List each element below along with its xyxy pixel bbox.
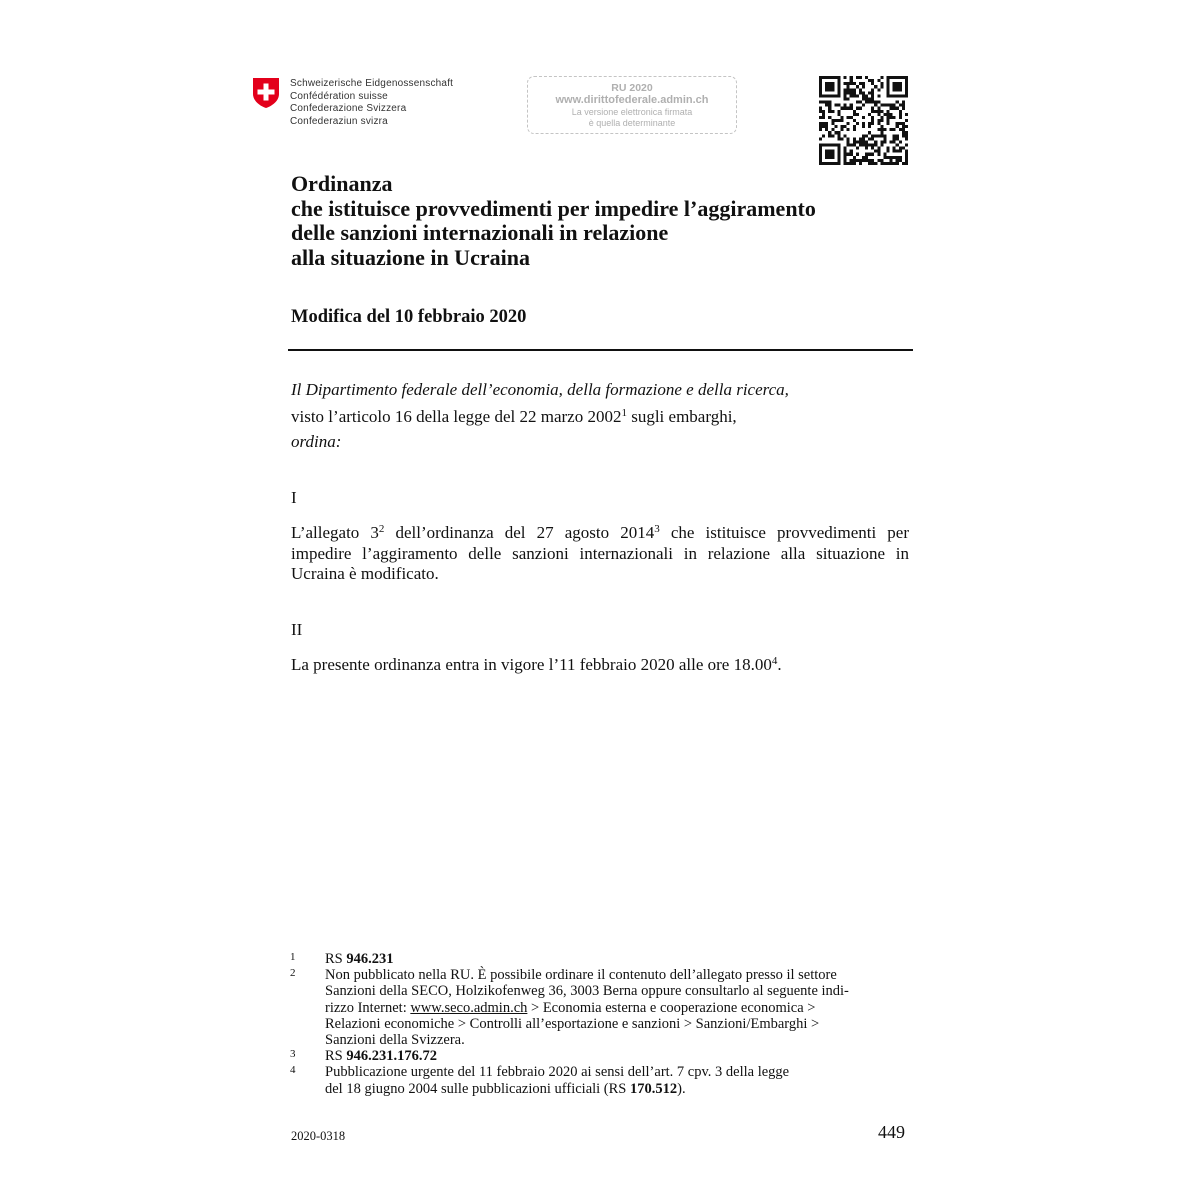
- footnote-line: [325, 951, 915, 967]
- text-run: ).: [677, 1080, 686, 1097]
- official-publication-stamp: [527, 76, 737, 134]
- footnote-ref-2: 2: [378, 523, 385, 535]
- footnote-ref-3: 3: [654, 523, 660, 535]
- text-run: del 18 giugno 2004 sulle pubblicazioni ufficiali (RS: [325, 1080, 630, 1097]
- confederation-name-fr: Confédération suisse: [290, 90, 388, 102]
- footnote-ref-1: 1: [621, 407, 627, 419]
- footnote-line: Sanzioni della Svizzera.: [325, 1032, 465, 1049]
- title-line: che istituisce provvedimenti per impedire l’aggiramento: [291, 195, 816, 221]
- sr-reference: 946.231: [346, 951, 394, 967]
- footnote-line: Pubblicazione urgente del 11 febbraio 2020 ai sensi dell’art. 7 cpv. 3 della legge: [325, 1064, 790, 1081]
- footnote-line: [325, 1081, 915, 1097]
- text-run: .: [777, 655, 782, 674]
- title-line: alla situazione in Ucraina: [291, 244, 530, 270]
- decree-word: ordina:: [291, 432, 342, 451]
- footnote-2: [290, 967, 915, 1048]
- footnote-1: [290, 951, 915, 967]
- section-1-text: [291, 523, 909, 585]
- section-numeral-2: II: [291, 620, 303, 639]
- footnote-number: 2: [290, 967, 296, 980]
- footnote-number: 3: [290, 1048, 296, 1061]
- legal-basis-text: visto l’articolo 16 della legge del 22 marzo 2002: [291, 407, 622, 426]
- section-1-line: [291, 523, 909, 544]
- stamp-collection: RU 2020: [611, 82, 653, 94]
- section-2-text: [291, 655, 782, 675]
- stamp-website: www.dirittofederale.admin.ch: [555, 94, 709, 106]
- footnote-3: [290, 1048, 915, 1064]
- footnotes: [290, 951, 915, 1097]
- confederation-name-it: Confederazione Svizzera: [290, 103, 407, 114]
- title-line: delle sanzioni internazionali in relazione: [291, 220, 669, 245]
- confederation-names: [290, 78, 453, 128]
- text-run: RS: [325, 1048, 347, 1065]
- sr-reference: 170.512: [630, 1080, 678, 1097]
- stamp-note-2: è quella determinante: [588, 118, 676, 128]
- footnote-line: Sanzioni della SECO, Holzikofenweg 36, 3003 Berna oppure consultarlo al seguente indi-: [325, 983, 849, 1000]
- footnote-ref-4: 4: [771, 655, 778, 667]
- page-number: 449: [878, 1122, 905, 1142]
- amendment-date: Modifica del 10 febbraio 2020: [291, 307, 527, 327]
- section-1-line: Ucraina è modificato.: [291, 564, 439, 583]
- text-run: dell’ordinanza del 27 agosto 2014: [384, 523, 655, 542]
- legal-basis-text-end: sugli embarghi,: [626, 407, 737, 426]
- footnote-4: [290, 1064, 915, 1096]
- text-run: rizzo Internet:: [325, 999, 411, 1016]
- document-number: 2020-0318: [291, 1129, 346, 1143]
- text-run: > Economia esterna e cooperazione economica >: [527, 999, 816, 1016]
- ordinance-title: [291, 172, 816, 270]
- footnote-line: Non pubblicato nella RU. È possibile ordinare il contenuto dell’allegato presso il settore: [325, 967, 837, 984]
- footnote-line: [325, 1048, 915, 1064]
- title-line: Ordinanza: [291, 171, 393, 196]
- sr-reference: 946.231.176.72: [346, 1048, 437, 1065]
- footnote-line: [325, 1000, 915, 1016]
- footnote-number: 4: [290, 1064, 296, 1077]
- legal-basis: [291, 407, 737, 427]
- stamp-note-1: La versione elettronica firmata: [571, 107, 693, 117]
- text-run: che istituisce provvedimenti per: [659, 523, 909, 542]
- section-numeral-1: I: [291, 488, 297, 507]
- seco-link[interactable]: www.seco.admin.ch: [410, 999, 528, 1016]
- confederation-name-de: Schweizerische Eidgenossenschaft: [290, 78, 454, 89]
- text-run: L’allegato 3: [291, 523, 379, 542]
- text-run: RS: [325, 951, 347, 967]
- section-1-line: impedire l’aggiramento delle sanzioni internazionali in relazione alla situazione in: [291, 543, 909, 563]
- footnote-line: Relazioni economiche > Controlli all’esportazione e sanzioni > Sanzioni/Embarghi >: [325, 1015, 820, 1032]
- footnote-number: 1: [290, 951, 296, 963]
- swiss-cross-shield-icon: [252, 77, 280, 109]
- qr-code-icon: [819, 76, 908, 165]
- title-divider: [288, 349, 913, 351]
- confederation-name-rm: Confederaziun svizra: [290, 115, 388, 127]
- text-run: La presente ordinanza entra in vigore l’11 febbraio 2020 alle ore 18.00: [291, 655, 772, 674]
- issuing-authority: Il Dipartimento federale dell’economia, della formazione e della ricerca,: [291, 380, 789, 399]
